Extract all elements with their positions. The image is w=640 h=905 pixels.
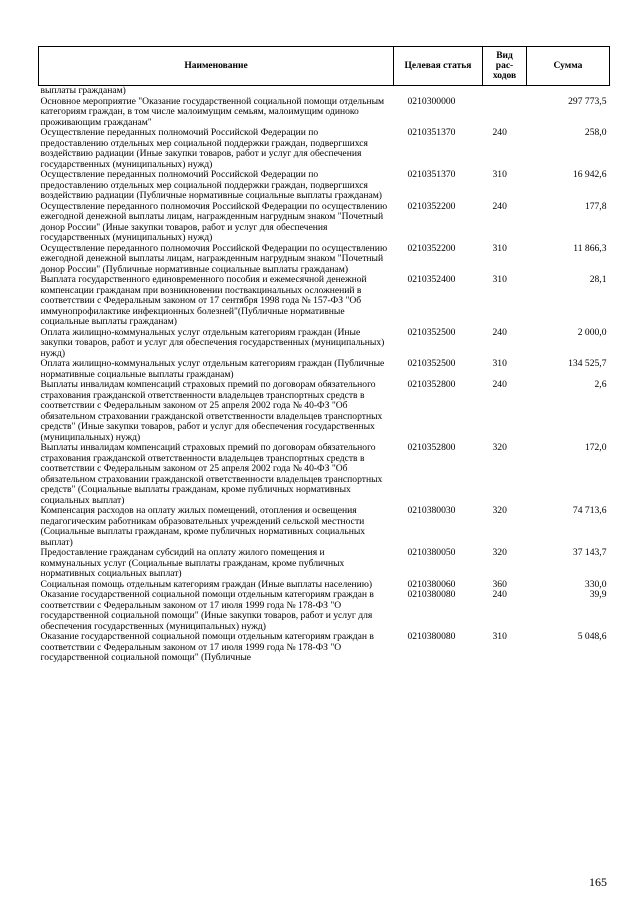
cell-sum: 2 000,0 [577, 326, 607, 338]
cell-name: Осуществление переданных полномочий Российской Федерации по предоставлению отдельных мер социальной поддержки граждан, подвергшихся воздействию радиации (Иные закупки товаров, работ и услуг для обеспечения государственных (муниципальных) нужд) [40, 127, 368, 170]
cell-vid: 310 [492, 242, 507, 254]
cell-vid: 310 [492, 274, 507, 285]
cell-name: Предоставление гражданам субсидий на оплату жилого помещения и коммунальных услуг (Социальные выплаты гражданам, кроме публичных нормативных социальных выплат) [40, 547, 345, 579]
cell-sum: 39,9 [589, 589, 607, 600]
cell-code: 0210351370 [407, 169, 456, 180]
header-vid [483, 47, 527, 86]
cell-sum: 330,0 [584, 578, 607, 590]
table-row [39, 202, 610, 244]
cell-name: Компенсация расходов на оплату жилых помещений, отопления и освещения педагогическим работникам образовательных учреждений сельской местности (Социальные выплаты гражданам, кроме публичных нормативных социальных выплат) [40, 505, 366, 548]
table-row [39, 443, 610, 506]
cell-vid [483, 86, 527, 97]
cell-code: 0210380080 [407, 589, 456, 600]
cell-code: 0210380030 [407, 505, 456, 516]
budget-table [38, 46, 610, 664]
cell-sum: 134 525,7 [568, 358, 607, 369]
cell-name: Оплата жилищно-коммунальных услуг отдельным категориям граждан (Публичные нормативные социальные выплаты гражданам) [40, 358, 385, 380]
table-row [39, 170, 610, 202]
cell-sum: 16 942,6 [572, 169, 607, 180]
cell-vid: 320 [492, 547, 507, 558]
table-body [39, 86, 610, 664]
header-code: Целевая статья [394, 47, 483, 86]
cell-name: Осуществление переданного полномочия Российской Федерации по осуществлению ежегодной денежной выплаты лицам, награжденным нагрудным знаком "Почетный донор России" (Иные закупки товаров, работ и услуг для обеспечения государственных (муниципальных) нужд) [40, 200, 388, 243]
cell-code: 0210352400 [407, 274, 456, 285]
cell-code: 0210352800 [407, 379, 456, 390]
cell-sum: 28,1 [589, 274, 607, 285]
cell-vid: 240 [492, 127, 507, 138]
table-row [39, 506, 610, 548]
header-vid-line: ходов [492, 71, 517, 81]
cell-sum: 172,0 [584, 442, 607, 453]
cell-vid: 320 [492, 505, 507, 516]
cell-sum: 177,8 [584, 200, 607, 212]
cell-name: Социальная помощь отдельным категориям граждан (Иные выплаты населению) [40, 578, 373, 590]
cell-code: 0210352200 [407, 242, 456, 254]
table-row [39, 590, 610, 632]
cell-name: выплаты гражданам) [40, 85, 126, 96]
table-row [39, 97, 610, 129]
table-row [39, 548, 610, 580]
cell-vid: 240 [492, 589, 507, 600]
cell-name: Оплата жилищно-коммунальных услуг отдельным категориям граждан (Иные закупки товаров, работ и услуг для обеспечения государственных (муниципальных) нужд) [40, 326, 385, 359]
table-header [39, 47, 610, 86]
cell-sum: 5 048,6 [577, 631, 607, 642]
table-row [39, 359, 610, 380]
cell-code: 0210352800 [407, 442, 456, 453]
cell-code: 0210352500 [407, 326, 456, 338]
cell-code: 0210352200 [407, 200, 456, 212]
cell-code: 0210300000 [407, 95, 456, 107]
cell-sum: 258,0 [584, 127, 607, 138]
cell-name: Основное мероприятие "Оказание государственной социальной помощи отдельным категориям граждан, в том числе малоимущим семьям, малоимущим одиноко проживающим гражданам" [40, 95, 385, 128]
cell-sum: 37 143,7 [572, 547, 607, 558]
page-number: 165 [589, 875, 607, 889]
cell-sum: 74 713,6 [572, 505, 607, 516]
cell-vid: 310 [492, 358, 507, 369]
cell-code: 0210380050 [407, 547, 456, 558]
header-vid-line: Вид [496, 51, 513, 61]
cell-sum: 2,6 [594, 379, 607, 390]
table-row [39, 86, 610, 97]
cell-vid: 310 [492, 169, 507, 180]
table-row [39, 128, 610, 170]
cell-sum: 11 866,3 [573, 242, 607, 254]
cell-vid: 240 [492, 326, 507, 338]
cell-name: Оказание государственной социальной помощи отдельным категориям граждан в соответствии с Федеральным законом от 17 июля 1999 года № 178-ФЗ "О государственной социальной помощи" (Публичные [40, 631, 374, 663]
cell-code [394, 86, 483, 97]
cell-vid: 320 [492, 442, 507, 453]
cell-name: Осуществление переданных полномочий Российской Федерации по предоставлению отдельных мер социальной поддержки граждан, подвергшихся воздействию радиации (Публичные нормативные социальные выплаты гражданам) [40, 169, 382, 201]
cell-name: Выплата государственного единовременного пособия и ежемесячной денежной компенсации гражданам при возникновении поствакцинальных осложнений в соответствии с Федеральным законом от 17 сентября 1998 года № 157-ФЗ "Об иммунопрофилактике инфекционных болезней"(Публичные нормативные социальные выплаты гражданам) [40, 274, 367, 327]
budget-table-page [38, 46, 609, 664]
table-row [39, 244, 610, 276]
cell-name: Оказание государственной социальной помощи отдельным категориям граждан в соответствии с Федеральным законом от 17 июля 1999 года № 178-ФЗ "О государственной социальной помощи" (Иные закупки товаров, работ и услуг для обеспечения государственных (муниципальных) нужд) [40, 589, 374, 632]
cell-vid: 240 [492, 200, 507, 212]
table-row [39, 275, 610, 328]
cell-sum [527, 86, 610, 97]
cell-vid [483, 97, 527, 129]
cell-name: Выплаты инвалидам компенсаций страховых премий по договорам обязательного страхования гражданской ответственности владельцев транспортных средств в соответствии с Федеральным законом от 25 апреля 2002 года № 40-ФЗ "Об обязательном страховании гражданской ответственности владельцев транспортных средств" (Иные закупки товаров, работ и услуг для обеспечения государственных (муниципальных) нужд) [40, 379, 383, 443]
cell-code: 0210352500 [407, 358, 456, 369]
header-vid-line: рас- [495, 61, 514, 71]
cell-name: Выплаты инвалидам компенсаций страховых премий по договорам обязательного страхования гражданской ответственности владельцев транспортных средств в соответствии с Федеральным законом от 25 апреля 2002 года № 40-ФЗ "Об обязательном страховании гражданской ответственности владельцев транспортных средств" (Социальные выплаты гражданам, кроме публичных нормативных социальных выплат) [40, 442, 383, 506]
cell-vid: 360 [492, 578, 507, 590]
cell-code: 0210351370 [407, 127, 456, 138]
header-sum: Сумма [527, 47, 610, 86]
cell-code: 0210380060 [407, 578, 456, 590]
cell-name: Осуществление переданного полномочия Российской Федерации по осуществлению ежегодной денежной выплаты лицам, награжденным нагрудным знаком "Почетный донор России" (Публичные нормативные социальные выплаты гражданам) [40, 242, 388, 275]
cell-code: 0210380080 [407, 631, 456, 642]
cell-vid: 310 [492, 631, 507, 642]
cell-vid: 240 [492, 379, 507, 390]
table-row [39, 632, 610, 664]
cell-sum: 297 773,5 [568, 95, 607, 107]
table-row [39, 380, 610, 443]
header-name: Наименование [39, 47, 394, 86]
table-row [39, 328, 610, 360]
